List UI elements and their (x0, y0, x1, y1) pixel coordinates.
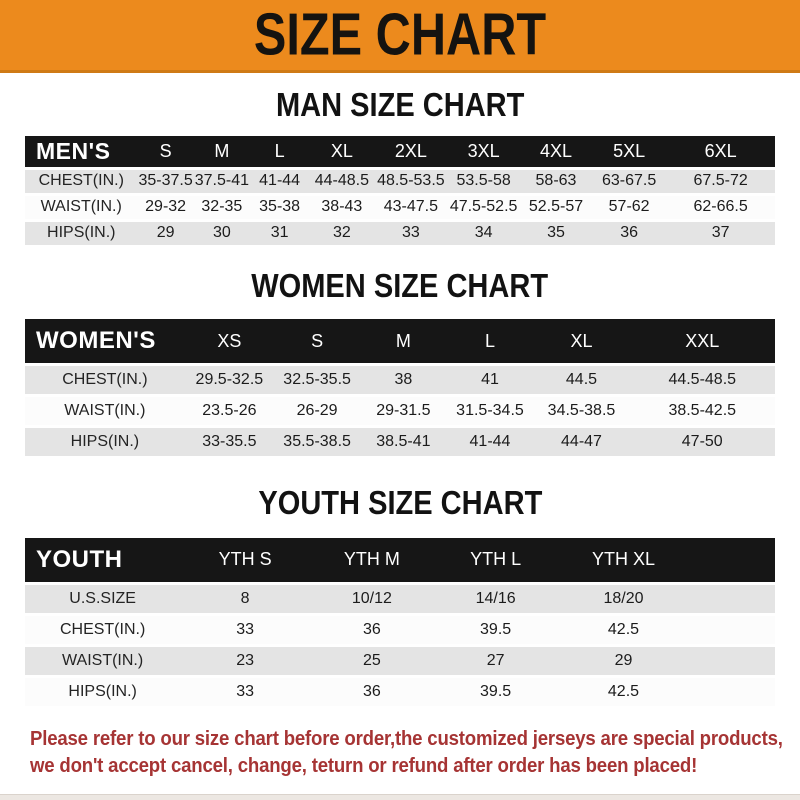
column-header: YTH M (310, 538, 434, 582)
size-value: 33 (180, 616, 310, 644)
size-value: 38.5-42.5 (629, 397, 775, 425)
row-label: WAIST(IN.) (25, 647, 180, 675)
size-value: 58-63 (520, 170, 592, 193)
row-label: HIPS(IN.) (25, 678, 180, 706)
row-label: U.S.SIZE (25, 585, 180, 613)
youth-section-heading-text: YOUTH SIZE CHART (258, 484, 542, 522)
size-value: 48.5-53.5 (375, 170, 448, 193)
row-label: CHEST(IN.) (25, 366, 185, 394)
column-header: 4XL (520, 136, 592, 167)
size-value: 32-35 (194, 196, 250, 219)
size-value: 47.5-52.5 (447, 196, 520, 219)
size-value: 32.5-35.5 (274, 366, 360, 394)
size-value: 31 (250, 222, 309, 245)
size-value: 67.5-72 (666, 170, 775, 193)
row-label: CHEST(IN.) (25, 616, 180, 644)
size-value: 35 (520, 222, 592, 245)
size-value: 39.5 (434, 678, 558, 706)
size-value: 38 (360, 366, 446, 394)
women-section-heading (0, 266, 800, 304)
youth-size-table (25, 535, 775, 709)
size-value: 29-32 (138, 196, 194, 219)
column-header: XL (533, 319, 629, 363)
size-value: 41-44 (446, 428, 533, 456)
banner-title: SIZE CHART (253, 1, 547, 68)
size-value: 23.5-26 (185, 397, 274, 425)
man-section-heading (0, 88, 800, 123)
column-header: 6XL (666, 136, 775, 167)
size-value: 8 (180, 585, 310, 613)
table-row (25, 222, 775, 245)
row-label: HIPS(IN.) (25, 222, 138, 245)
man-section-heading-text: MAN SIZE CHART (275, 86, 525, 123)
column-header: 3XL (447, 136, 520, 167)
column-header: YTH XL (557, 538, 689, 582)
size-value: 29-31.5 (360, 397, 446, 425)
column-header: YTH S (180, 538, 310, 582)
size-value: 29.5-32.5 (185, 366, 274, 394)
size-value: 57-62 (592, 196, 666, 219)
size-value: 34.5-38.5 (533, 397, 629, 425)
size-chart-banner (0, 0, 800, 73)
size-value: 37 (666, 222, 775, 245)
table-row (25, 647, 775, 675)
size-value: 44.5 (533, 366, 629, 394)
womens-header-row (25, 319, 775, 363)
row-label: WAIST(IN.) (25, 397, 185, 425)
size-value: 32 (309, 222, 374, 245)
disclaimer-note (30, 726, 800, 780)
column-header: L (250, 136, 309, 167)
size-value: 26-29 (274, 397, 360, 425)
size-value: 44-48.5 (309, 170, 374, 193)
row-label: WAIST(IN.) (25, 196, 138, 219)
size-value: 53.5-58 (447, 170, 520, 193)
column-header: XL (309, 136, 374, 167)
size-value: 29 (557, 647, 689, 675)
size-value: 33 (180, 678, 310, 706)
table-row (25, 196, 775, 219)
size-value: 42.5 (557, 678, 689, 706)
size-value: 33-35.5 (185, 428, 274, 456)
size-value: 38-43 (309, 196, 374, 219)
size-value: 47-50 (629, 428, 775, 456)
size-value: 36 (310, 678, 434, 706)
mens-size-table (25, 133, 775, 248)
empty-column-header (689, 538, 775, 582)
size-value: 25 (310, 647, 434, 675)
size-value: 38.5-41 (360, 428, 446, 456)
column-header: 5XL (592, 136, 666, 167)
size-value: 14/16 (434, 585, 558, 613)
youth-section-heading (0, 486, 800, 521)
size-value: 37.5-41 (194, 170, 250, 193)
size-value: 33 (375, 222, 448, 245)
size-value: 23 (180, 647, 310, 675)
youth-header-row (25, 538, 775, 582)
column-header: 2XL (375, 136, 448, 167)
column-header: XS (185, 319, 274, 363)
empty-cell (689, 647, 775, 675)
empty-cell (689, 585, 775, 613)
size-value: 41-44 (250, 170, 309, 193)
women-section-heading-text: WOMEN SIZE CHART (251, 266, 549, 304)
size-value: 10/12 (310, 585, 434, 613)
size-value: 44.5-48.5 (629, 366, 775, 394)
column-header: M (194, 136, 250, 167)
column-header: S (138, 136, 194, 167)
size-value: 52.5-57 (520, 196, 592, 219)
mens-header-row (25, 136, 775, 167)
size-value: 30 (194, 222, 250, 245)
empty-cell (689, 678, 775, 706)
table-corner-label: MEN'S (25, 136, 138, 167)
size-value: 36 (592, 222, 666, 245)
size-value: 42.5 (557, 616, 689, 644)
table-row (25, 678, 775, 706)
column-header: XXL (629, 319, 775, 363)
table-row (25, 397, 775, 425)
table-row (25, 366, 775, 394)
row-label: CHEST(IN.) (25, 170, 138, 193)
size-value: 63-67.5 (592, 170, 666, 193)
size-value: 41 (446, 366, 533, 394)
bottom-edge-strip (0, 794, 800, 800)
column-header: L (446, 319, 533, 363)
row-label: HIPS(IN.) (25, 428, 185, 456)
size-value: 43-47.5 (375, 196, 448, 219)
disclaimer-line-1: Please refer to our size chart before order,the customized jerseys are special products, (30, 727, 783, 750)
table-row (25, 616, 775, 644)
table-row (25, 170, 775, 193)
size-value: 35-37.5 (138, 170, 194, 193)
size-value: 27 (434, 647, 558, 675)
size-value: 35-38 (250, 196, 309, 219)
size-value: 34 (447, 222, 520, 245)
empty-cell (689, 616, 775, 644)
size-value: 29 (138, 222, 194, 245)
size-value: 36 (310, 616, 434, 644)
table-row (25, 585, 775, 613)
size-value: 35.5-38.5 (274, 428, 360, 456)
disclaimer-line-2: we don't accept cancel, change, teturn or refund after order has been placed! (30, 754, 698, 777)
column-header: S (274, 319, 360, 363)
size-value: 31.5-34.5 (446, 397, 533, 425)
column-header: M (360, 319, 446, 363)
table-corner-label: WOMEN'S (25, 319, 185, 363)
table-row (25, 428, 775, 456)
table-corner-label: YOUTH (25, 538, 180, 582)
size-value: 44-47 (533, 428, 629, 456)
column-header: YTH L (434, 538, 558, 582)
womens-size-table (25, 316, 775, 459)
size-value: 62-66.5 (666, 196, 775, 219)
size-value: 18/20 (557, 585, 689, 613)
size-value: 39.5 (434, 616, 558, 644)
